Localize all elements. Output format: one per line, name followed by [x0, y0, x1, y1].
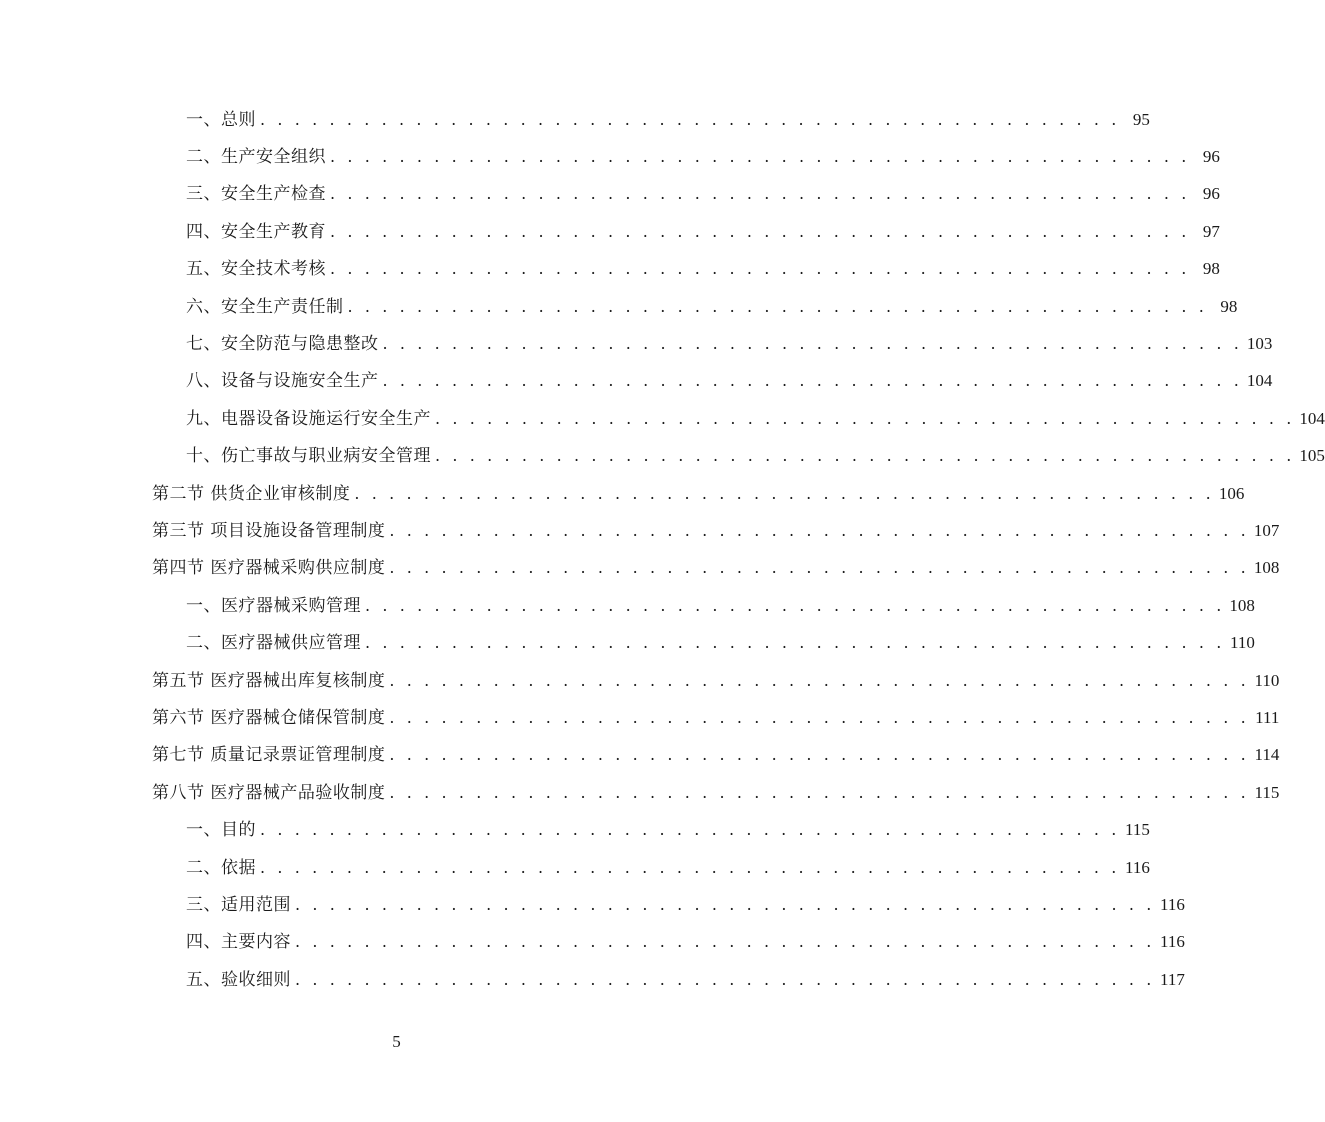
toc-entry-title: 第二节 供货企业审核制度: [152, 483, 351, 504]
toc-dot-leader: . . . . . . . . . . . . . . . . . . . . . . . . . . . . . . . . . . . . . . . . . . . . . . . . . .: [354, 483, 1215, 503]
toc-entry-page: 110: [1254, 670, 1280, 690]
toc-dot-leader: . . . . . . . . . . . . . . . . . . . . . . . . . . . . . . . . . . . . . . . . . . . . . . . . . .: [389, 558, 1250, 578]
toc-dot-leader: . . . . . . . . . . . . . . . . . . . . . . . . . . . . . . . . . . . . . . . . . . . . . . . . . .: [330, 146, 1190, 166]
toc-entry-title: 三、安全生产检查: [186, 184, 326, 205]
toc-entry[interactable]: [186, 961, 1185, 998]
toc-dot-leader: . . . . . . . . . . . . . . . . . . . . . . . . . . . . . . . . . . . . . . . . . . . . . . . . . .: [330, 259, 1190, 279]
toc-entry-page: 96: [1202, 146, 1220, 166]
toc-entry[interactable]: [152, 550, 1280, 587]
toc-entry-page: 110: [1230, 633, 1255, 653]
toc-entry-title: 四、安全生产教育: [186, 221, 326, 242]
toc-entry[interactable]: [186, 288, 1238, 325]
toc-dot-leader: . . . . . . . . . . . . . . . . . . . . . . . . . . . . . . . . . . . . . . . . . . . . . . . . . .: [389, 745, 1250, 765]
toc-entry-page: 116: [1160, 894, 1185, 914]
toc-entry-title: 九、电器设备设施运行安全生产: [186, 408, 431, 429]
toc-entry-page: 108: [1253, 558, 1280, 578]
toc-dot-leader: . . . . . . . . . . . . . . . . . . . . . . . . . . . . . . . . . . . . . . . . . . . . . . . . . .: [330, 221, 1190, 241]
toc-entry[interactable]: [186, 363, 1273, 400]
toc-entry-title: 第八节 医疗器械产品验收制度: [152, 782, 386, 803]
toc-entry[interactable]: [152, 774, 1280, 811]
toc-entry-title: 五、安全技术考核: [186, 259, 326, 280]
toc-entry-page: 111: [1255, 707, 1280, 727]
toc-entry[interactable]: [186, 625, 1255, 662]
toc-dot-leader: . . . . . . . . . . . . . . . . . . . . . . . . . . . . . . . . . . . . . . . . . . . . . . . . . .: [389, 670, 1250, 690]
toc-entry-page: 97: [1202, 221, 1220, 241]
toc-dot-leader: . . . . . . . . . . . . . . . . . . . . . . . . . . . . . . . . . . . . . . . . . . . . . . . . . .: [382, 371, 1243, 391]
toc-entry[interactable]: [186, 176, 1220, 213]
toc-entry-title: 第七节 质量记录票证管理制度: [152, 745, 386, 766]
toc-entry[interactable]: [186, 325, 1273, 362]
toc-entry-title: 四、主要内容: [186, 932, 291, 953]
toc-entry-title: 一、总则: [186, 109, 256, 130]
toc-entry-title: 第六节 医疗器械仓储保管制度: [152, 707, 386, 728]
toc-dot-leader: . . . . . . . . . . . . . . . . . . . . . . . . . . . . . . . . . . . . . . . . . . . . . . . . . .: [389, 520, 1250, 540]
toc-entry[interactable]: [186, 213, 1220, 250]
toc-entry-title: 五、验收细则: [186, 969, 291, 990]
toc-entry-page: 98: [1202, 259, 1220, 279]
toc-entry-title: 第三节 项目设施设备管理制度: [152, 520, 386, 541]
toc-entry[interactable]: [152, 662, 1280, 699]
toc-dot-leader: . . . . . . . . . . . . . . . . . . . . . . . . . . . . . . . . . . . . . . . . . . . . . . . . . .: [295, 969, 1155, 989]
toc-dot-leader: . . . . . . . . . . . . . . . . . . . . . . . . . . . . . . . . . . . . . . . . . . . . . . . . . .: [365, 595, 1225, 615]
toc-entry[interactable]: [152, 737, 1280, 774]
toc-entry-page: 108: [1229, 595, 1255, 615]
toc-dot-leader: . . . . . . . . . . . . . . . . . . . . . . . . . . . . . . . . . . . . . . . . . . . . . . . . . .: [347, 296, 1208, 316]
toc-entry-title: 一、医疗器械采购管理: [186, 595, 361, 616]
toc-entry-title: 八、设备与设施安全生产: [186, 371, 379, 392]
toc-dot-leader: . . . . . . . . . . . . . . . . . . . . . . . . . . . . . . . . . . . . . . . . . . . . . . . . . .: [260, 857, 1120, 877]
toc-entry[interactable]: [152, 512, 1280, 549]
toc-entry[interactable]: [186, 886, 1185, 923]
toc-entry-page: 107: [1253, 520, 1280, 540]
toc-entry[interactable]: [186, 849, 1150, 886]
toc-entry[interactable]: [186, 400, 1325, 437]
toc-dot-leader: . . . . . . . . . . . . . . . . . . . . . . . . . . . . . . . . . . . . . . . . . . . . . . . . . .: [435, 446, 1295, 466]
toc-entry-page: 114: [1254, 745, 1280, 765]
toc-entry-title: 二、生产安全组织: [186, 146, 326, 167]
toc-entry[interactable]: [152, 699, 1280, 736]
toc-entry[interactable]: [186, 138, 1220, 175]
toc-dot-leader: . . . . . . . . . . . . . . . . . . . . . . . . . . . . . . . . . . . . . . . . . . . . . . . . . .: [260, 820, 1120, 840]
toc-entry-page: 106: [1218, 483, 1245, 503]
toc-entry-page: 103: [1246, 333, 1273, 353]
toc-dot-leader: . . . . . . . . . . . . . . . . . . . . . . . . . . . . . . . . . . . . . . . . . . . . . . . . . .: [295, 932, 1155, 952]
toc-dot-leader: . . . . . . . . . . . . . . . . . . . . . . . . . . . . . . . . . . . . . . . . . . . . . . . . . .: [389, 782, 1250, 802]
toc-entry-page: 116: [1125, 857, 1150, 877]
toc-entry[interactable]: [186, 438, 1325, 475]
toc-entry[interactable]: [186, 251, 1220, 288]
toc-entry-title: 三、适用范围: [186, 894, 291, 915]
toc-entry-title: 六、安全生产责任制: [186, 296, 344, 317]
toc-entry-page: 105: [1299, 446, 1325, 466]
toc-entry[interactable]: [186, 812, 1150, 849]
toc-entry-page: 95: [1132, 109, 1150, 129]
toc-entry[interactable]: [186, 587, 1255, 624]
toc-entry-title: 二、依据: [186, 857, 256, 878]
toc-entry-title: 一、目的: [186, 820, 256, 841]
toc-entry-title: 二、医疗器械供应管理: [186, 633, 361, 654]
toc-entry-title: 第五节 医疗器械出库复核制度: [152, 670, 386, 691]
toc-entry-title: 十、伤亡事故与职业病安全管理: [186, 446, 431, 467]
toc-dot-leader: . . . . . . . . . . . . . . . . . . . . . . . . . . . . . . . . . . . . . . . . . . . . . . . . . .: [382, 333, 1243, 353]
toc-dot-leader: . . . . . . . . . . . . . . . . . . . . . . . . . . . . . . . . . . . . . . . . . . . . . . . . . .: [295, 894, 1155, 914]
toc-entry-page: 117: [1160, 969, 1185, 989]
toc-entry-page: 115: [1125, 820, 1150, 840]
toc-dot-leader: . . . . . . . . . . . . . . . . . . . . . . . . . . . . . . . . . . . . . . . . . . . . . . . . . .: [435, 408, 1295, 428]
toc-dot-leader: . . . . . . . . . . . . . . . . . . . . . . . . . . . . . . . . . . . . . . . . . . . . . . . . . .: [365, 633, 1225, 653]
toc-entry[interactable]: [186, 101, 1150, 138]
toc-entry-title: 第四节 医疗器械采购供应制度: [152, 558, 386, 579]
toc-entry[interactable]: [152, 475, 1245, 512]
toc-entry-page: 104: [1246, 371, 1273, 391]
toc-entry-page: 104: [1299, 408, 1325, 428]
toc-dot-leader: . . . . . . . . . . . . . . . . . . . . . . . . . . . . . . . . . . . . . . . . . . . . . . . . . .: [260, 109, 1120, 129]
toc-dot-leader: . . . . . . . . . . . . . . . . . . . . . . . . . . . . . . . . . . . . . . . . . . . . . . . . . .: [330, 184, 1190, 204]
page-number: 5: [392, 1032, 401, 1051]
toc-entry[interactable]: [186, 924, 1185, 961]
toc-entry-page: 116: [1160, 932, 1185, 952]
toc-entry-page: 115: [1254, 782, 1280, 802]
toc-dot-leader: . . . . . . . . . . . . . . . . . . . . . . . . . . . . . . . . . . . . . . . . . . . . . . . . . .: [389, 707, 1250, 727]
toc-entry-title: 七、安全防范与隐患整改: [186, 333, 379, 354]
toc-entry-page: 98: [1220, 296, 1238, 316]
toc-entry-page: 96: [1202, 184, 1220, 204]
